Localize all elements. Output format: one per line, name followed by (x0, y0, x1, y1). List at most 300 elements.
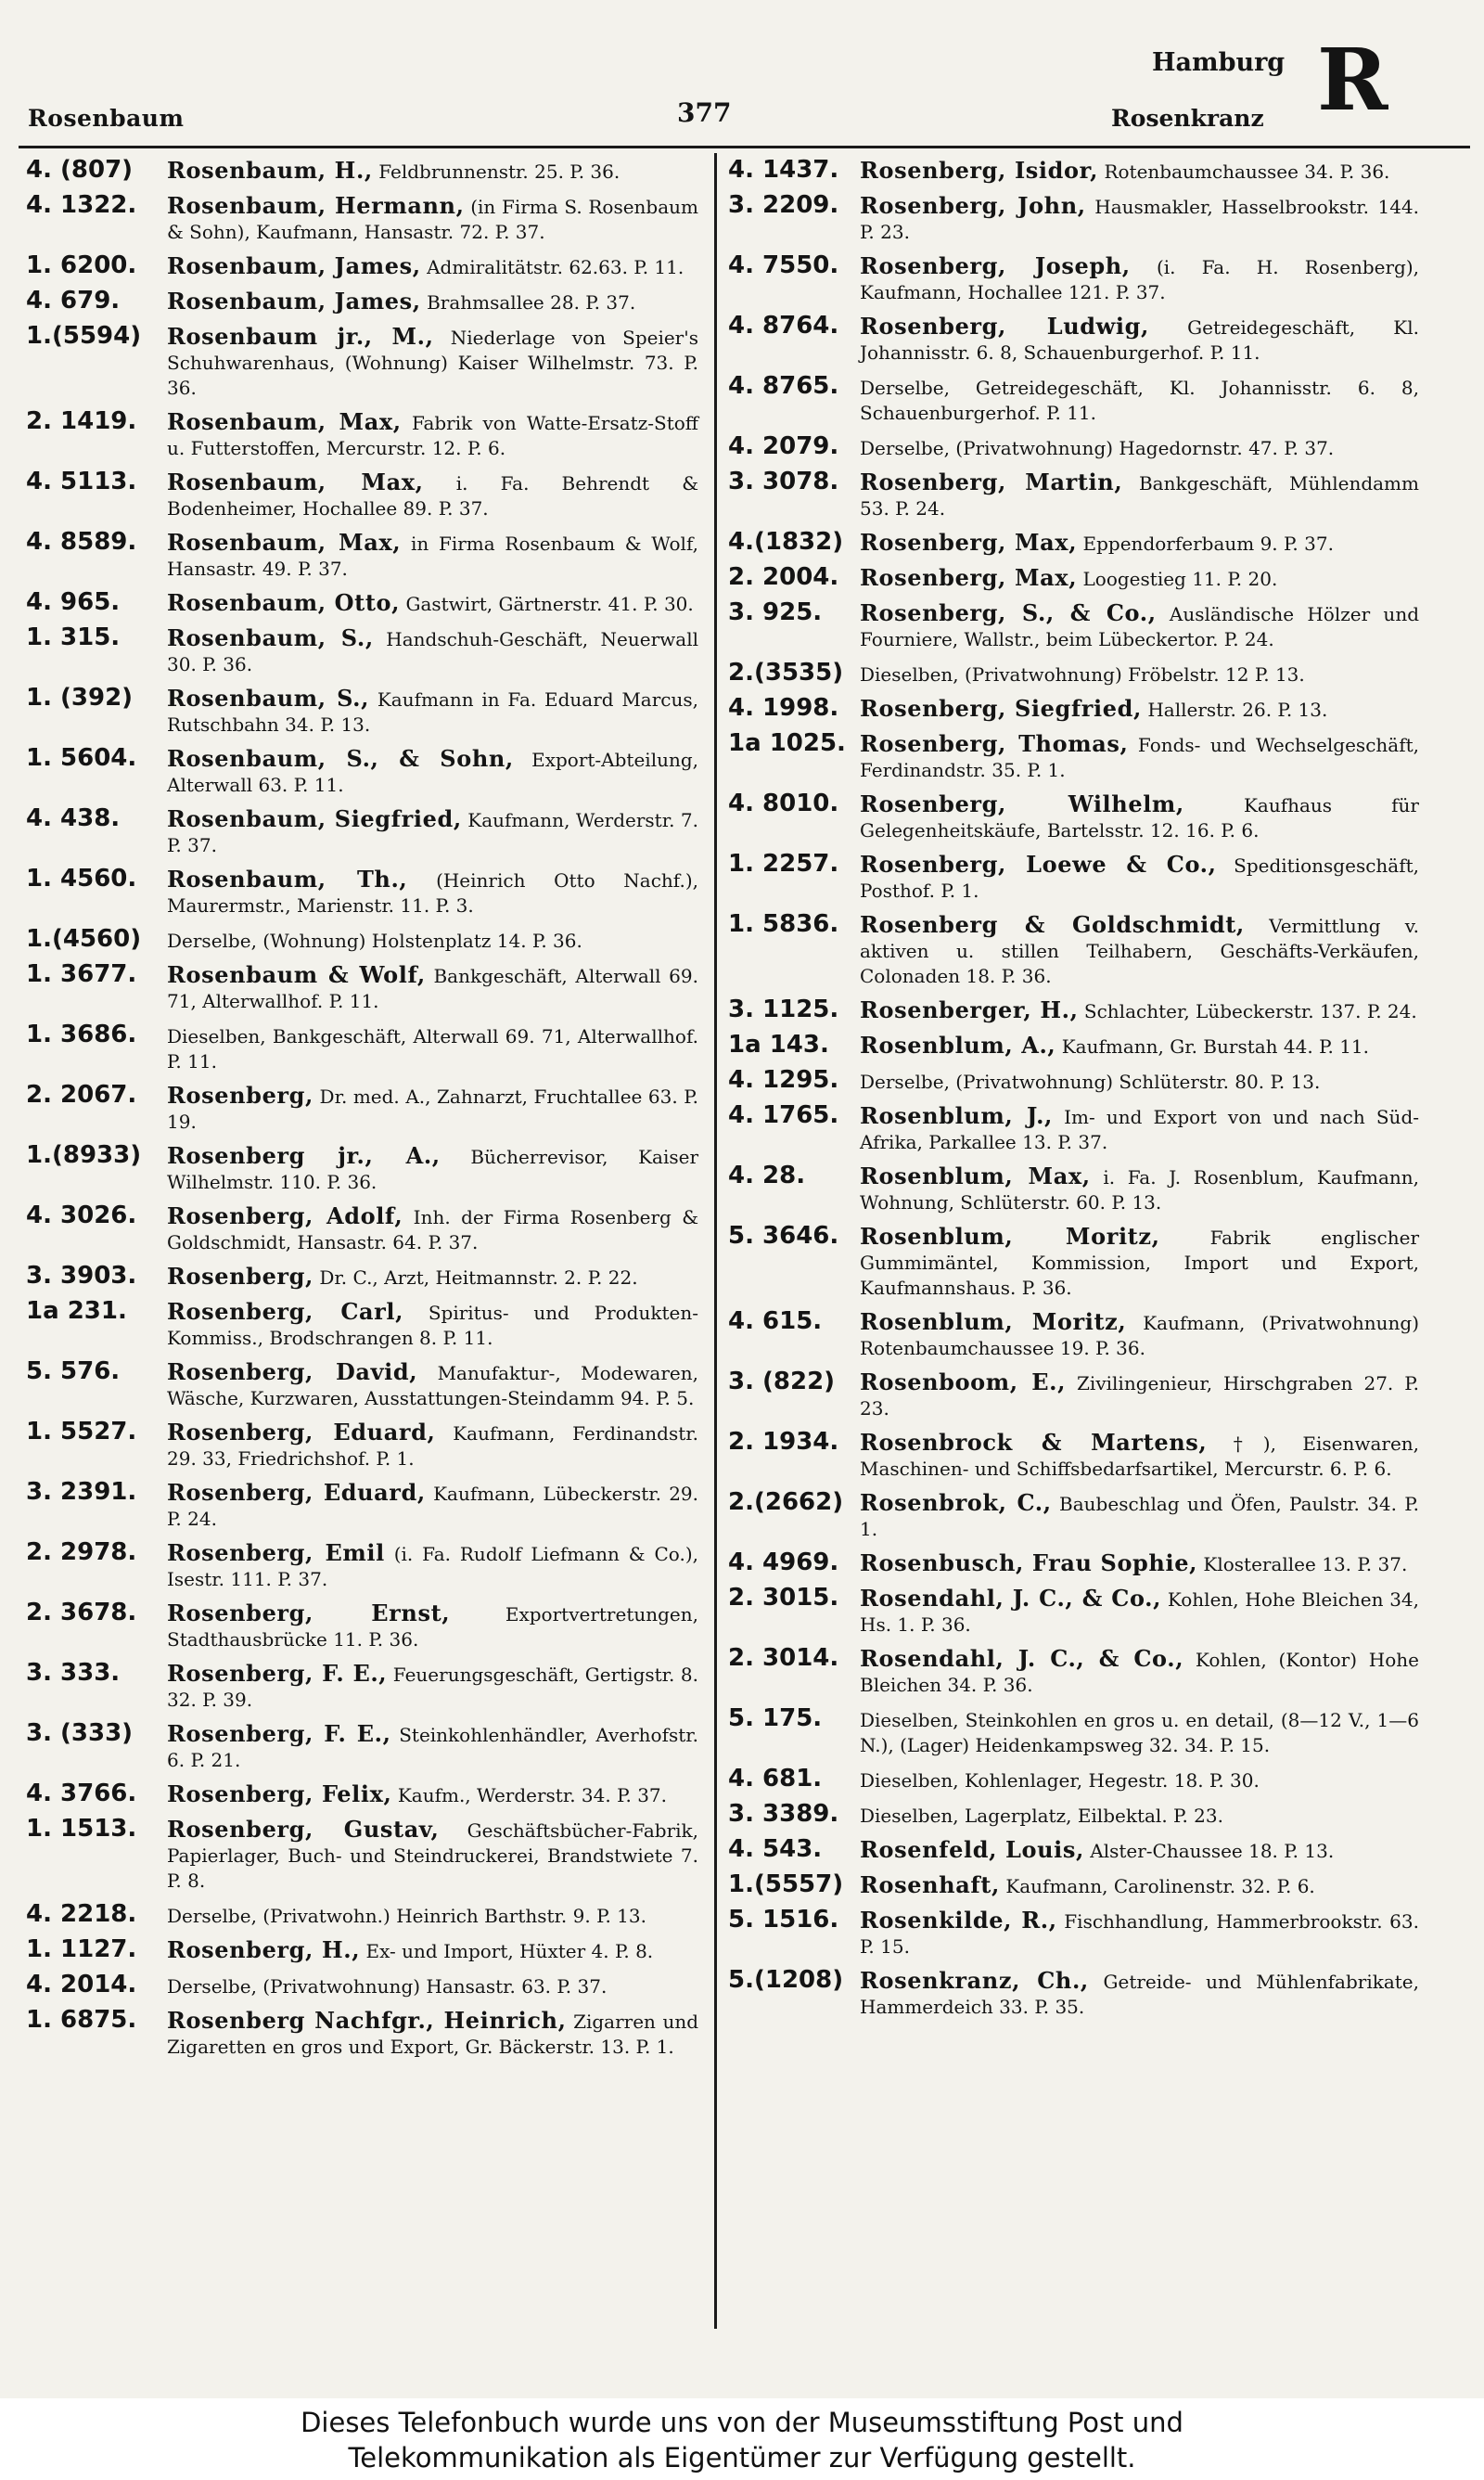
phone-number: 4. 543. (728, 1835, 823, 1863)
phone-number: 2. 2978. (26, 1538, 137, 1566)
entry-name: Rosenbusch, Frau Sophie, (860, 1549, 1198, 1576)
phone-number: 2. 1934. (728, 1428, 839, 1456)
entry-details: in Firma Rosenbaum & Wolf, Hansastr. 49. P. 37. (167, 533, 698, 580)
entry-details: Getreide- und Mühlenfabrikate, Hammerdeich 33. P. 35. (860, 1971, 1419, 2018)
directory-entry (728, 1103, 1419, 1155)
phone-number: 4. 3766. (26, 1780, 137, 1807)
directory-entry (26, 193, 698, 245)
entry-name: Rosendahl, J. C., & Co., (860, 1585, 1162, 1612)
entry-name: Rosenberg, Max, (860, 529, 1078, 556)
entry-details: Eppendorferbaum 9. P. 37. (1082, 533, 1334, 555)
header-city: Hamburg (1152, 48, 1286, 77)
phone-number: 4. 3026. (26, 1201, 137, 1229)
entry-details: Dr. med. A., Zahnarzt, Fruchtallee 63. P. 19. (167, 1086, 698, 1133)
entry-text (167, 806, 698, 858)
entry-text (167, 1022, 698, 1074)
entry-name: Rosenblum, A., (860, 1032, 1056, 1059)
entry-details: Dieselben, (Privatwohnung) Fröbelstr. 12 P. 13. (860, 663, 1305, 686)
phone-number: 2. 3678. (26, 1599, 137, 1626)
entry-details: Dieselben, Bankgeschäft, Alterwall 69. 71, Alterwallhof. P. 11. (167, 1025, 698, 1073)
entry-text (167, 625, 698, 677)
entry-text (860, 791, 1419, 843)
directory-entry (26, 1203, 698, 1255)
phone-number: 4. 5113. (26, 468, 137, 495)
phone-number: 2. 3014. (728, 1644, 839, 1672)
footer-line-1: Dieses Telefonbuch wurde uns von der Museumsstiftung Post und (301, 2407, 1183, 2438)
directory-entry (728, 1706, 1419, 1758)
entry-details: Bankgeschäft, Alterwall 69. 71, Alterwallhof. P. 11. (167, 965, 698, 1012)
entry-name: Rosenberg, Thomas, (860, 730, 1129, 757)
header-right-keyword: Rosenkranz (1111, 105, 1264, 132)
phone-number: 4. 438. (26, 804, 121, 832)
entry-details: Baubeschlag und Öfen, Paulstr. 34. P. 1. (860, 1493, 1420, 1540)
entry-details: Feuerungsgeschäft, Gertigstr. 8. 32. P. 39. (167, 1664, 698, 1711)
directory-entry (26, 1661, 698, 1713)
entry-text (860, 997, 1419, 1024)
entry-text (860, 434, 1419, 461)
entry-details: Alster-Chaussee 18. P. 13. (1090, 1840, 1335, 1862)
entry-details: Ex- und Import, Hüxter 4. P. 8. (365, 1940, 654, 1962)
phone-number: 1a 1025. (728, 729, 846, 757)
entry-name: Rosenhaft, (860, 1871, 1000, 1898)
entry-details: Kaufmann, Lübeckerstr. 29. P. 24. (167, 1483, 699, 1530)
entry-name: Rosenbaum, Th., (167, 866, 408, 893)
phone-number: 3. 2391. (26, 1478, 137, 1506)
phone-number: 4. 7550. (728, 251, 839, 279)
entry-details: (Heinrich Otto Nachf.), Maurermstr., Marienstr. 11. P. 3. (167, 869, 698, 917)
entry-text (167, 324, 698, 401)
entry-details: Zivilingenieur, Hirschgraben 27. P. 23. (860, 1372, 1419, 1420)
phone-number: 1. 3686. (26, 1021, 137, 1048)
entry-name: Rosenbaum, Max, (167, 529, 402, 556)
entry-name: Rosenberg, Siegfried, (860, 695, 1142, 722)
phone-number: 4. 679. (26, 287, 121, 315)
entry-details: Brahmsallee 28. P. 37. (427, 291, 636, 314)
directory-entry (26, 962, 698, 1014)
phone-number: 1a 231. (26, 1297, 127, 1325)
header-letter: R (1317, 30, 1388, 130)
entry-name: Rosenberger, H., (860, 996, 1079, 1023)
entry-text (167, 1359, 698, 1411)
phone-number: 4. 8010. (728, 790, 839, 817)
entry-text (860, 530, 1419, 557)
phone-number: 4. 8764. (728, 312, 839, 340)
entry-name: Rosenbaum, Hermann, (167, 192, 465, 219)
directory-entry (26, 1972, 698, 1999)
phone-number: 4. 1765. (728, 1101, 839, 1129)
entry-details: Derselbe, (Privatwohn.) Heinrich Barthstr. 9. P. 13. (167, 1905, 646, 1927)
entry-details: Dieselben, Steinkohlen en gros u. en detail, (8—12 V., 1—6 N.), (Lager) Heidenkampsweg 32. 34. P. 15. (860, 1709, 1419, 1756)
entry-name: Rosenberg, Martin, (860, 469, 1123, 495)
directory-entry (728, 600, 1419, 652)
directory-entry (26, 927, 698, 954)
entry-text (167, 1661, 698, 1713)
entry-text (167, 1264, 698, 1291)
footer-notice (0, 2398, 1484, 2480)
directory-entry (26, 1540, 698, 1592)
directory-entry (728, 253, 1419, 305)
entry-name: Rosenkilde, R., (860, 1907, 1057, 1934)
entry-text (860, 1646, 1419, 1698)
directory-entry (26, 1359, 698, 1411)
entry-text (860, 1968, 1419, 2020)
entry-details: Derselbe, (Privatwohnung) Schlüterstr. 80. P. 13. (860, 1071, 1321, 1093)
entry-text (860, 1837, 1419, 1864)
directory-entry (26, 530, 698, 582)
page-number: 377 (677, 97, 732, 128)
entry-name: Rosenbaum, S., (167, 685, 370, 712)
directory-entry (728, 158, 1419, 185)
entry-details: Speditionsgeschäft, Posthof. P. 1. (860, 855, 1420, 902)
directory-entry (26, 289, 698, 315)
entry-details: Getreidegeschäft, Kl. Johannisstr. 6. 8, Schauenburgerhof. P. 11. (860, 316, 1419, 364)
directory-entry (26, 253, 698, 280)
entry-details: Fabrik von Watte-Ersatz-Stoff u. Futterstoffen, Mercurstr. 12. P. 6. (167, 412, 698, 459)
entry-details: Derselbe, (Wohnung) Holstenplatz 14. P. 36. (167, 930, 582, 952)
entry-name: Rosenblum, Max, (860, 1163, 1091, 1189)
entry-text (167, 530, 698, 582)
entry-details: Ausländische Hölzer und Fourniere, Wallstr., beim Lübeckertor. P. 24. (860, 603, 1419, 650)
entry-text (167, 1083, 698, 1135)
entry-name: Rosenberg, Joseph, (860, 252, 1131, 279)
directory-entry (728, 1033, 1419, 1060)
entry-text (860, 469, 1419, 521)
entry-details: (i. Fa. H. Rosenberg), Kaufmann, Hochallee 121. P. 37. (860, 256, 1420, 303)
phone-number: 1. 2257. (728, 850, 839, 878)
directory-entry (26, 1299, 698, 1351)
entry-text (860, 1163, 1419, 1215)
phone-number: 4. (807) (26, 156, 134, 184)
entry-name: Rosenberg, Eduard, (167, 1479, 426, 1506)
entry-text (860, 1767, 1419, 1793)
entry-text (860, 1103, 1419, 1155)
header-left-keyword: Rosenbaum (28, 105, 185, 132)
entry-details: Gastwirt, Gärtnerstr. 41. P. 30. (405, 593, 694, 615)
directory-entry (26, 1420, 698, 1471)
entry-name: Rosenberg jr., A., (167, 1142, 441, 1169)
entry-name: Rosenberg, Max, (860, 564, 1078, 591)
phone-number: 1. 315. (26, 623, 121, 651)
entry-name: Rosenbaum, Max, (167, 408, 402, 435)
column-divider (714, 153, 717, 2329)
entry-details: Rotenbaumchaussee 34. P. 36. (1104, 161, 1390, 183)
entry-text (860, 1309, 1419, 1361)
directory-entry (26, 1022, 698, 1074)
entry-text (167, 1721, 698, 1773)
directory-entry (26, 1817, 698, 1894)
entry-details: Export-Abteilung, Alterwall 63. P. 11. (167, 749, 699, 796)
phone-number: 4. 1437. (728, 156, 839, 184)
phone-number: 1. 3677. (26, 960, 137, 988)
phone-number: 4. 1322. (26, 191, 137, 219)
directory-entry (728, 852, 1419, 904)
directory-entry (26, 746, 698, 798)
entry-details: Derselbe, (Privatwohnung) Hansastr. 63. P. 37. (167, 1975, 608, 1998)
directory-entry (728, 1430, 1419, 1482)
entry-details: Zigarren und Zigaretten en gros und Export, Gr. Bäckerstr. 13. P. 1. (167, 2011, 699, 2058)
directory-entry (728, 1802, 1419, 1829)
phone-number: 2. 1419. (26, 407, 137, 435)
phone-number: 3. 1125. (728, 996, 839, 1023)
left-column (26, 158, 698, 2060)
entry-text (167, 1420, 698, 1471)
directory-entry (26, 1781, 698, 1808)
entry-name: Rosenbaum, H., (167, 157, 373, 184)
directory-entry (728, 1908, 1419, 1960)
phone-number: 3. 2209. (728, 191, 839, 219)
directory-entry (728, 469, 1419, 521)
directory-entry (26, 590, 698, 617)
directory-entry (728, 1646, 1419, 1698)
entry-name: Rosendahl, J. C., & Co., (860, 1645, 1184, 1672)
entry-text (860, 1033, 1419, 1060)
entry-details: Bücherrevisor, Kaiser Wilhelmstr. 110. P. 36. (167, 1146, 699, 1193)
phone-number: 3. 3903. (26, 1262, 137, 1290)
entry-name: Rosenberg, Ernst, (167, 1600, 451, 1626)
entry-text (860, 1802, 1419, 1829)
entry-name: Rosenblum, J., (860, 1102, 1053, 1129)
entry-name: Rosenberg, H., (167, 1936, 361, 1963)
entry-name: Rosenbrock & Martens, (860, 1429, 1208, 1456)
entry-name: Rosenbaum, S., (167, 624, 374, 651)
entry-text (167, 193, 698, 245)
entry-text (167, 1540, 698, 1592)
entry-name: Rosenberg, F. E., (167, 1720, 391, 1747)
directory-entry (728, 314, 1419, 366)
phone-number: 5. 175. (728, 1704, 823, 1732)
entry-details: Spiritus- und Produkten-Kommiss., Brodschrangen 8. P. 11. (167, 1302, 698, 1349)
directory-entry (728, 1837, 1419, 1864)
directory-entry (26, 324, 698, 401)
entry-name: Rosenbrok, C., (860, 1489, 1052, 1516)
entry-name: Rosenboom, E., (860, 1368, 1067, 1395)
entry-details: Schlachter, Lübeckerstr. 137. P. 24. (1083, 1000, 1417, 1022)
directory-entry (728, 1490, 1419, 1542)
entry-text (167, 289, 698, 315)
directory-entry (728, 1968, 1419, 2020)
entry-text (860, 731, 1419, 783)
entry-details: Geschäftsbücher-Fabrik, Papierlager, Buch- und Steindruckerei, Brandstwiete 7. P. 8. (167, 1819, 699, 1892)
entry-text (167, 469, 698, 521)
entry-details: Handschuh-Geschäft, Neuerwall 30. P. 36. (167, 628, 698, 675)
phone-number: 4. 615. (728, 1307, 823, 1335)
entry-details: Kaufm., Werderstr. 34. P. 37. (397, 1784, 668, 1806)
entry-name: Rosenberg, John, (860, 192, 1086, 219)
phone-number: 4. 4969. (728, 1548, 839, 1576)
entry-text (860, 1872, 1419, 1899)
entry-name: Rosenberg & Goldschmidt, (860, 911, 1245, 938)
entry-name: Rosenberg Nachfgr., Heinrich, (167, 2007, 567, 2034)
phone-number: 2. 2004. (728, 563, 839, 591)
phone-number: 5. 576. (26, 1357, 121, 1385)
entry-text (167, 409, 698, 461)
entry-details: Hausmakler, Hasselbrookstr. 144. P. 23. (860, 196, 1419, 243)
directory-entry (26, 625, 698, 677)
entry-text (860, 158, 1419, 185)
phone-number: 1. 4560. (26, 865, 137, 893)
entry-name: Rosenbaum, Max, (167, 469, 424, 495)
entry-name: Rosenbaum, Siegfried, (167, 805, 462, 832)
entry-text (167, 1781, 698, 1808)
entry-text (167, 686, 698, 738)
entry-details: i. Fa. Behrendt & Bodenheimer, Hochallee 89. P. 37. (167, 472, 698, 520)
directory-entry (728, 997, 1419, 1024)
directory-entry (728, 530, 1419, 557)
entry-text (860, 1430, 1419, 1482)
entry-name: Rosenberg, Wilhelm, (860, 790, 1184, 817)
entry-name: Rosenberg, S., & Co., (860, 599, 1157, 626)
directory-entry (26, 1600, 698, 1652)
entry-text (860, 1706, 1419, 1758)
entry-text (167, 1203, 698, 1255)
phone-number: 4. 8765. (728, 372, 839, 400)
directory-entry (728, 193, 1419, 245)
entry-details: Admiralitätstr. 62.63. P. 11. (427, 256, 684, 278)
entry-text (167, 1600, 698, 1652)
entry-text (167, 1299, 698, 1351)
phone-number: 3. (822) (728, 1368, 836, 1395)
phone-number: 4.(1832) (728, 528, 844, 556)
directory-entry (26, 867, 698, 919)
entry-text (167, 867, 698, 919)
directory-entry (728, 1068, 1419, 1095)
phone-number: 4. 965. (26, 588, 121, 616)
directory-entry (728, 374, 1419, 426)
entry-name: Rosenfeld, Louis, (860, 1836, 1084, 1863)
entry-name: Rosenbaum, S., & Sohn, (167, 745, 514, 772)
directory-entry (728, 731, 1419, 783)
entry-text (860, 193, 1419, 245)
phone-number: 5.(1208) (728, 1966, 844, 1994)
entry-details: (in Firma S. Rosenbaum & Sohn), Kaufmann, Hansastr. 72. P. 37. (167, 196, 699, 243)
directory-entry (26, 1143, 698, 1195)
phone-number: 4. 681. (728, 1765, 823, 1793)
directory-entry (728, 1224, 1419, 1301)
entry-details: Kohlen, Hohe Bleichen 34, Hs. 1. P. 36. (860, 1588, 1420, 1636)
entry-name: Rosenblum, Moritz, (860, 1223, 1160, 1250)
entry-text (167, 2008, 698, 2060)
directory-entry (26, 1902, 698, 1929)
phone-number: 1.(4560) (26, 925, 142, 953)
entry-details: Niederlage von Speier's Schuhwarenhaus, (Wohnung) Kaiser Wilhelmstr. 73. P. 36. (167, 327, 699, 399)
entry-text (860, 912, 1419, 989)
directory-entry (26, 806, 698, 858)
entry-details: Inh. der Firma Rosenberg & Goldschmidt, Hansastr. 64. P. 37. (167, 1206, 699, 1253)
entry-name: Rosenberg, Felix, (167, 1780, 392, 1807)
entry-details: Steinkohlenhändler, Averhofstr. 6. P. 21. (167, 1724, 698, 1771)
entry-text (167, 746, 698, 798)
entry-details: Dieselben, Kohlenlager, Hegestr. 18. P. 30. (860, 1769, 1260, 1792)
entry-details: Fabrik englischer Gummimäntel, Kommission, Import und Export, Kaufmannshaus. P. 36. (860, 1227, 1419, 1299)
phone-number: 4. 2079. (728, 432, 839, 460)
directory-entry (26, 1937, 698, 1964)
directory-entry (728, 1369, 1419, 1421)
phone-number: 4. 1295. (728, 1066, 839, 1094)
entry-details: Fonds- und Wechselgeschäft, Ferdinandstr. 35. P. 1. (860, 734, 1419, 781)
phone-number: 1. 5527. (26, 1418, 137, 1446)
entry-details: Kaufmann, (Privatwohnung) Rotenbaumchaussee 19. P. 36. (860, 1312, 1420, 1359)
directory-entry (26, 1480, 698, 1532)
entry-details: Klosterallee 13. P. 37. (1203, 1553, 1408, 1575)
header-rule (19, 146, 1470, 148)
directory-entry (26, 686, 698, 738)
entry-text (860, 1490, 1419, 1542)
entry-name: Rosenberg, Eduard, (167, 1419, 436, 1446)
entry-name: Rosenbaum & Wolf, (167, 961, 426, 988)
entry-text (860, 565, 1419, 592)
entry-text (860, 253, 1419, 305)
directory-entry (728, 434, 1419, 461)
phone-number: 1. 5604. (26, 744, 137, 772)
entry-text (860, 852, 1419, 904)
phone-number: 1.(5557) (728, 1870, 844, 1898)
entry-text (860, 1068, 1419, 1095)
phone-number: 4. 2218. (26, 1900, 137, 1928)
entry-details: Kaufmann, Werderstr. 7. P. 37. (167, 809, 698, 856)
entry-text (167, 1937, 698, 1964)
entry-details: Kaufhaus für Gelegenheitskäufe, Bartelsstr. 12. 16. P. 6. (860, 794, 1419, 842)
directory-entry (26, 1721, 698, 1773)
phone-number: 1. 5836. (728, 910, 839, 938)
phone-number: 1.(8933) (26, 1141, 142, 1169)
entry-text (860, 1550, 1419, 1577)
phone-number: 1.(5594) (26, 322, 142, 350)
entry-name: Rosenberg, Loewe & Co., (860, 851, 1217, 878)
entry-text (167, 962, 698, 1014)
phone-number: 2. 3015. (728, 1584, 839, 1612)
directory-entry (728, 661, 1419, 687)
phone-number: 4. 1998. (728, 694, 839, 722)
entry-text (860, 1908, 1419, 1960)
directory-entry (728, 791, 1419, 843)
entry-details: Vermittlung v. aktiven u. stillen Teilhabern, Geschäfts-Verkäufen, Colonaden 18. P. 36. (860, 915, 1419, 987)
entry-details: Derselbe, Getreidegeschäft, Kl. Johannisstr. 6. 8, Schauenburgerhof. P. 11. (860, 377, 1419, 424)
entry-details: †), Eisenwaren, Maschinen- und Schiffsbedarfsartikel, Mercurstr. 6. P. 6. (860, 1433, 1420, 1480)
phone-number: 5. 1516. (728, 1906, 839, 1934)
entry-name: Rosenberg, David, (167, 1358, 418, 1385)
directory-entry (26, 158, 698, 185)
entry-name: Rosenberg, Gustav, (167, 1816, 440, 1843)
right-column (728, 158, 1419, 2020)
entry-details: Hallerstr. 26. P. 13. (1147, 699, 1328, 721)
phone-number: 4. 28. (728, 1162, 806, 1189)
phone-number: 5. 3646. (728, 1222, 839, 1250)
entry-details: Derselbe, (Privatwohnung) Hagedornstr. 47. P. 37. (860, 437, 1335, 459)
entry-details: Kaufmann, Ferdinandstr. 29. 33, Friedrichshof. P. 1. (167, 1422, 699, 1470)
directory-entry (728, 1767, 1419, 1793)
entry-name: Rosenberg, Carl, (167, 1298, 404, 1325)
entry-text (860, 1369, 1419, 1421)
entry-text (167, 1143, 698, 1195)
phone-number: 1a 143. (728, 1031, 829, 1059)
entry-name: Rosenberg, Ludwig, (860, 313, 1149, 340)
phone-number: 1. 1127. (26, 1935, 137, 1963)
entry-details: Im- und Export von und nach Süd-Afrika, Parkallee 13. P. 37. (860, 1106, 1420, 1153)
entry-name: Rosenberg, Isidor, (860, 157, 1099, 184)
directory-entry (728, 912, 1419, 989)
directory-entry (728, 565, 1419, 592)
phone-number: 3. 925. (728, 598, 823, 626)
phone-number: 2.(2662) (728, 1488, 844, 1516)
entry-text (860, 314, 1419, 366)
phone-number: 4. 2014. (26, 1971, 137, 1998)
entry-text (860, 1586, 1419, 1638)
entry-name: Rosenberg, F. E., (167, 1660, 388, 1687)
entry-text (860, 661, 1419, 687)
entry-details: Fischhandlung, Hammerbrookstr. 63. P. 15. (860, 1910, 1419, 1958)
entry-details: Loogestieg 11. P. 20. (1082, 568, 1278, 590)
entry-details: (i. Fa. Rudolf Liefmann & Co.), Isestr. 111. P. 37. (167, 1543, 699, 1590)
